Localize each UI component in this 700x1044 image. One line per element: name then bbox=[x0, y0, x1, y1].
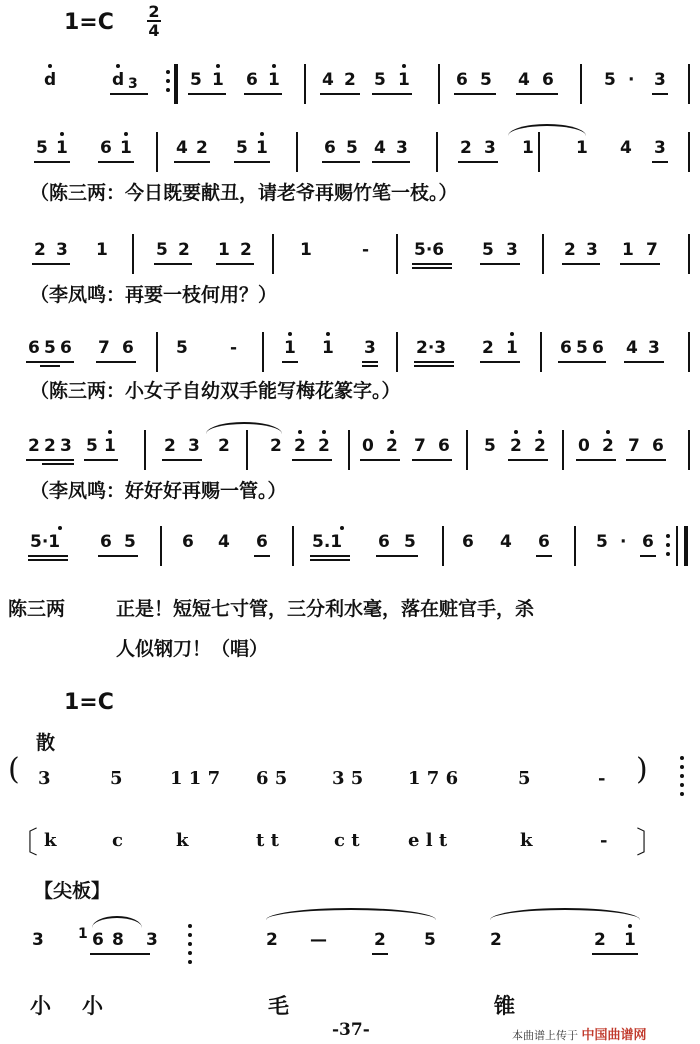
note: 3 bbox=[188, 436, 200, 456]
note: 1 bbox=[624, 930, 636, 950]
note: 0 bbox=[578, 436, 590, 456]
note: 6 bbox=[560, 338, 572, 358]
time-sig-top: 2 bbox=[148, 2, 160, 21]
note: 2 bbox=[294, 436, 306, 456]
note: 4 bbox=[322, 70, 334, 90]
dialogue-line-1: 正是！短短七寸管，三分利水毫，落在赃官手，杀 bbox=[116, 598, 535, 620]
note: - bbox=[362, 240, 370, 260]
note: 5 bbox=[44, 338, 56, 358]
note: 6 bbox=[652, 436, 664, 456]
note: 3 bbox=[60, 436, 72, 456]
melody-note: - bbox=[598, 768, 606, 789]
note: 1 bbox=[56, 138, 68, 158]
note: 1 bbox=[218, 240, 230, 260]
note: 2 bbox=[490, 930, 502, 950]
note: 5 bbox=[176, 338, 188, 358]
note: 2 bbox=[386, 436, 398, 456]
note: 7 bbox=[628, 436, 640, 456]
note: 2 bbox=[594, 930, 606, 950]
note: 5 bbox=[576, 338, 588, 358]
note: 4 bbox=[500, 532, 512, 552]
note: 5 bbox=[374, 70, 386, 90]
note: 5 bbox=[424, 930, 436, 950]
note: 1 bbox=[622, 240, 634, 260]
note: d bbox=[112, 70, 125, 90]
note: 5.1 bbox=[312, 532, 343, 552]
note: 2 bbox=[460, 138, 472, 158]
staff-row-5 bbox=[0, 428, 700, 482]
note: 6 bbox=[592, 338, 604, 358]
section-label: 【尖板】 bbox=[34, 880, 111, 902]
note: 7 bbox=[414, 436, 426, 456]
note: 1 bbox=[398, 70, 410, 90]
key-signature-2: 1=C bbox=[64, 690, 114, 715]
note: 3 bbox=[484, 138, 496, 158]
source-credit bbox=[512, 1024, 647, 1043]
note: 2 bbox=[344, 70, 356, 90]
note: 1 bbox=[284, 338, 296, 358]
melody-note: 3 bbox=[38, 768, 51, 789]
note: 2 bbox=[164, 436, 176, 456]
note: 6 bbox=[92, 930, 104, 950]
note: - bbox=[230, 338, 238, 358]
note: 2 bbox=[374, 930, 386, 950]
note: 2 bbox=[266, 930, 278, 950]
time-signature bbox=[146, 4, 162, 38]
note: 3 bbox=[654, 138, 666, 158]
spoken-line-2: （李凤鸣：再要一枝何用？） bbox=[30, 284, 278, 306]
melody-note: 1 1 7 bbox=[170, 768, 221, 789]
percussion-syllable: - bbox=[600, 830, 608, 851]
spoken-line-4: （李凤鸣：好好好再赐一管。） bbox=[30, 480, 287, 502]
note: 2 bbox=[564, 240, 576, 260]
note: 3 bbox=[586, 240, 598, 260]
note: 8 bbox=[112, 930, 124, 950]
staff-row-2 bbox=[0, 130, 700, 184]
note: 3 bbox=[506, 240, 518, 260]
note: 1 bbox=[212, 70, 224, 90]
note: 5 bbox=[36, 138, 48, 158]
note: 3 bbox=[128, 76, 138, 92]
spoken-line-1: （陈三两：今日既要献丑，请老爷再赐竹笔一枝。） bbox=[30, 182, 458, 204]
note: 1 bbox=[256, 138, 268, 158]
note: 2 bbox=[510, 436, 522, 456]
note: 3 bbox=[146, 930, 158, 950]
note: 5 bbox=[484, 436, 496, 456]
note: 5 bbox=[190, 70, 202, 90]
lyric-char: 毛 bbox=[268, 993, 289, 1018]
note: 5 bbox=[86, 436, 98, 456]
note: 6 bbox=[28, 338, 40, 358]
source-text: 本曲谱上传于 bbox=[512, 1029, 578, 1042]
percussion-syllable: k bbox=[176, 830, 189, 851]
note: 1 bbox=[576, 138, 588, 158]
melody-note: 5 bbox=[110, 768, 123, 789]
dialogue-line-2: 人似钢刀！（唱） bbox=[116, 638, 269, 660]
note: · bbox=[620, 532, 627, 552]
note: 2 bbox=[482, 338, 494, 358]
note: 5 bbox=[482, 240, 494, 260]
note: · bbox=[628, 70, 635, 90]
staff-row-6 bbox=[0, 524, 700, 578]
note: 3 bbox=[396, 138, 408, 158]
close-paren: ) bbox=[636, 752, 648, 787]
staff-row-1 bbox=[0, 62, 700, 116]
note: 6 bbox=[246, 70, 258, 90]
spoken-line-3: （陈三两：小女子自幼双手能写梅花篆字。） bbox=[30, 380, 401, 402]
note: 5 bbox=[156, 240, 168, 260]
note: 4 bbox=[518, 70, 530, 90]
note: 1 bbox=[522, 138, 534, 158]
note: 6 bbox=[122, 338, 134, 358]
site-logo[interactable]: 中国曲谱网 bbox=[581, 1028, 647, 1043]
staff-row-final bbox=[0, 922, 700, 976]
note: 1 bbox=[120, 138, 132, 158]
dash: — bbox=[310, 930, 327, 950]
note: 3 bbox=[654, 70, 666, 90]
note: 2·3 bbox=[416, 338, 447, 358]
note: 7 bbox=[98, 338, 110, 358]
note: 5·1 bbox=[30, 532, 61, 552]
note: 3 bbox=[56, 240, 68, 260]
lyric-char: 锥 bbox=[494, 993, 515, 1018]
note: 3 bbox=[364, 338, 376, 358]
percussion-syllable: e l t bbox=[408, 830, 448, 851]
note: 1 bbox=[322, 338, 334, 358]
staff-row-3 bbox=[0, 232, 700, 286]
note: 6 bbox=[438, 436, 450, 456]
note: 5 bbox=[236, 138, 248, 158]
note: 2 bbox=[28, 436, 40, 456]
note: 1 bbox=[96, 240, 108, 260]
time-sig-bottom: 4 bbox=[148, 21, 160, 40]
melody-note: 6 5 bbox=[256, 768, 288, 789]
note: d bbox=[44, 70, 57, 90]
note: 4 bbox=[626, 338, 638, 358]
note: 6 bbox=[100, 532, 112, 552]
melody-note: 3 5 bbox=[332, 768, 364, 789]
note: 6 bbox=[538, 532, 550, 552]
note: 5·6 bbox=[414, 240, 445, 260]
note: 4 bbox=[218, 532, 230, 552]
note: 4 bbox=[176, 138, 188, 158]
note: 6 bbox=[324, 138, 336, 158]
percussion-syllable: k bbox=[520, 830, 533, 851]
melody-note: 5 bbox=[518, 768, 531, 789]
note: 0 bbox=[362, 436, 374, 456]
open-bracket: 〔 bbox=[8, 826, 38, 861]
note: 6 bbox=[642, 532, 654, 552]
speaker-name: 陈三两 bbox=[8, 598, 66, 620]
percussion-syllable: t t bbox=[256, 830, 279, 851]
melody-note: 1 7 6 bbox=[408, 768, 459, 789]
note: 5 bbox=[596, 532, 608, 552]
free-tempo-mark: 散 bbox=[36, 732, 56, 754]
note: 2 bbox=[240, 240, 252, 260]
lyric-char: 小 bbox=[30, 993, 51, 1018]
note: 6 bbox=[256, 532, 268, 552]
note: 2 bbox=[44, 436, 56, 456]
percussion-syllable: k bbox=[44, 830, 57, 851]
open-paren: ( bbox=[8, 752, 20, 787]
note: 5 bbox=[346, 138, 358, 158]
note: 2 bbox=[270, 436, 282, 456]
note: 5 bbox=[480, 70, 492, 90]
note: 6 bbox=[182, 532, 194, 552]
note: 1 bbox=[268, 70, 280, 90]
note: 6 bbox=[456, 70, 468, 90]
note: 6 bbox=[462, 532, 474, 552]
note: 4 bbox=[374, 138, 386, 158]
note: 5 bbox=[124, 532, 136, 552]
percussion-syllable: c t bbox=[334, 830, 360, 851]
note: 1 bbox=[300, 240, 312, 260]
close-bracket: 〕 bbox=[636, 826, 666, 861]
note: 2 bbox=[534, 436, 546, 456]
note: 3 bbox=[648, 338, 660, 358]
note: 2 bbox=[178, 240, 190, 260]
lyric-char: 小 bbox=[82, 993, 103, 1018]
note: 5 bbox=[604, 70, 616, 90]
note: 2 bbox=[318, 436, 330, 456]
note: 3 bbox=[32, 930, 44, 950]
key-signature: 1=C bbox=[64, 10, 114, 35]
note: 1 bbox=[506, 338, 518, 358]
page-number: -37- bbox=[332, 1020, 370, 1040]
note: 2 bbox=[218, 436, 230, 456]
note: 2 bbox=[34, 240, 46, 260]
grace-note: 1 bbox=[78, 926, 88, 942]
note: 2 bbox=[602, 436, 614, 456]
note: 6 bbox=[542, 70, 554, 90]
note: 5 bbox=[404, 532, 416, 552]
note: 6 bbox=[60, 338, 72, 358]
note: 4 bbox=[620, 138, 632, 158]
note: 6 bbox=[378, 532, 390, 552]
note: 6 bbox=[100, 138, 112, 158]
note: 1 bbox=[104, 436, 116, 456]
note: 7 bbox=[646, 240, 658, 260]
note: 2 bbox=[196, 138, 208, 158]
percussion-syllable: c bbox=[112, 830, 123, 851]
